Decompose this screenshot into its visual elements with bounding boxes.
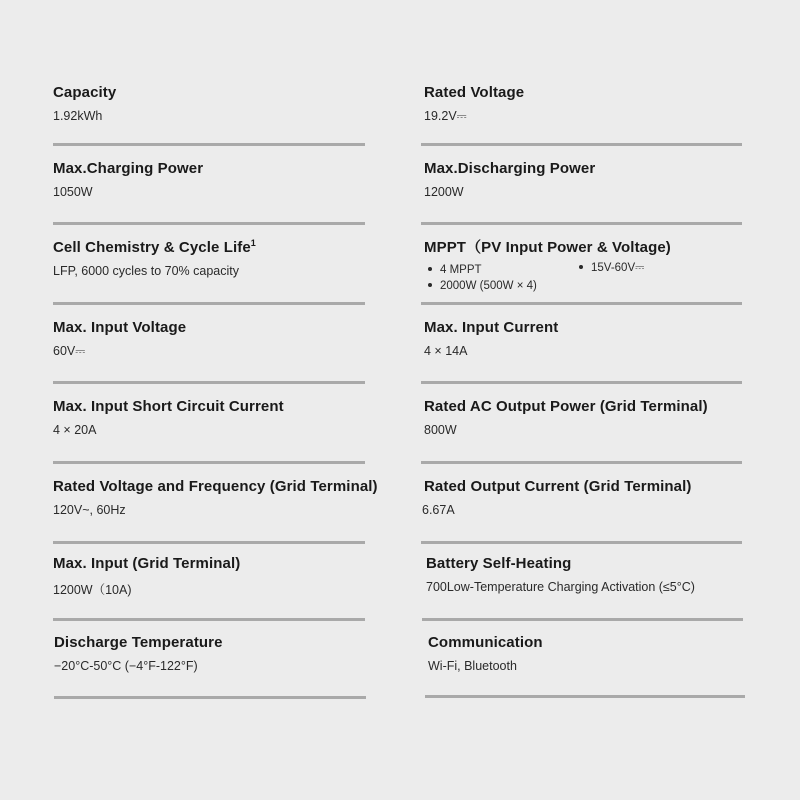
divider xyxy=(421,461,742,464)
spec-cell-chemistry xyxy=(53,239,365,279)
bullet-dot-icon xyxy=(579,265,583,269)
divider xyxy=(53,143,365,146)
divider xyxy=(54,696,366,699)
divider xyxy=(421,541,742,544)
spec-value: 800W xyxy=(424,423,457,437)
bullet-text: 15V-60V⎓ xyxy=(591,262,645,274)
divider xyxy=(53,381,365,384)
spec-value: 700Low-Temperature Charging Activation (≤5°C) xyxy=(426,580,695,594)
spec-label: Max. Input Voltage xyxy=(53,319,187,336)
spec-rated-output-current xyxy=(424,478,736,518)
spec-label: Max.Charging Power xyxy=(53,160,204,177)
bullet-list xyxy=(424,262,736,296)
divider xyxy=(421,381,742,384)
spec-rated-ac-output-power xyxy=(424,398,736,438)
bullet-item xyxy=(428,279,537,293)
spec-value: 6.67A xyxy=(422,503,455,517)
divider xyxy=(53,222,365,225)
spec-value: 1.92kWh xyxy=(53,109,103,123)
divider xyxy=(422,618,743,621)
spec-max-input-short-circuit-current xyxy=(53,398,365,438)
spec-value: 4 × 20A xyxy=(53,423,97,437)
divider xyxy=(421,222,742,225)
spec-battery-self-heating xyxy=(426,555,738,595)
bullet-dot-icon xyxy=(428,267,432,271)
divider xyxy=(425,695,745,698)
spec-value: 120V~, 60Hz xyxy=(53,503,126,517)
bullet-dot-icon xyxy=(428,283,432,287)
divider xyxy=(53,302,365,305)
spec-max-input-voltage xyxy=(53,319,365,359)
spec-label: Max. Input Short Circuit Current xyxy=(53,398,284,415)
divider xyxy=(53,461,365,464)
spec-value: Wi-Fi, Bluetooth xyxy=(428,659,517,673)
spec-label xyxy=(53,239,365,257)
spec-rated-voltage-frequency xyxy=(53,478,378,518)
spec-mppt xyxy=(424,239,736,296)
bullet-item xyxy=(579,261,644,275)
spec-value: 60V⎓ xyxy=(53,344,86,358)
spec-value: 4 × 14A xyxy=(424,344,468,358)
spec-max-input-grid xyxy=(53,555,365,598)
spec-label: Capacity xyxy=(53,84,117,101)
bullet-text: 4 MPPT xyxy=(440,264,482,276)
spec-value: 1200W xyxy=(424,185,464,199)
spec-value: 19.2V⎓ xyxy=(424,109,467,123)
spec-label: Max.Discharging Power xyxy=(424,160,596,177)
divider xyxy=(421,143,742,146)
divider xyxy=(53,618,365,621)
footnote-marker: 1 xyxy=(250,238,256,248)
spec-communication xyxy=(428,634,740,674)
bullet-item xyxy=(428,263,482,277)
spec-discharge-temperature xyxy=(54,634,366,674)
spec-label: MPPT（PV Input Power & Voltage) xyxy=(424,239,671,256)
spec-rated-voltage xyxy=(424,84,736,124)
bullet-text: 2000W (500W × 4) xyxy=(440,280,537,292)
spec-max-input-current xyxy=(424,319,736,359)
spec-value: 1050W xyxy=(53,185,93,199)
spec-label: Rated Output Current (Grid Terminal) xyxy=(424,478,692,495)
spec-label: Communication xyxy=(428,634,543,651)
spec-label-text: Cell Chemistry & Cycle Life xyxy=(53,239,251,256)
spec-label: Discharge Temperature xyxy=(54,634,223,651)
spec-max-charging-power xyxy=(53,160,365,200)
spec-max-discharging-power xyxy=(424,160,736,200)
spec-label: Battery Self-Heating xyxy=(426,555,572,572)
spec-value: −20°C-50°C (−4°F-122°F) xyxy=(54,659,198,673)
divider xyxy=(421,302,742,305)
spec-label: Rated Voltage xyxy=(424,84,525,101)
spec-label: Max. Input (Grid Terminal) xyxy=(53,555,241,572)
spec-label: Max. Input Current xyxy=(424,319,559,336)
spec-label: Rated AC Output Power (Grid Terminal) xyxy=(424,398,708,415)
spec-label: Rated Voltage and Frequency (Grid Terminal) xyxy=(53,478,378,495)
spec-value: LFP, 6000 cycles to 70% capacity xyxy=(53,264,239,278)
divider xyxy=(53,541,365,544)
spec-value: 1200W（10A) xyxy=(53,583,132,597)
spec-capacity xyxy=(53,84,365,124)
